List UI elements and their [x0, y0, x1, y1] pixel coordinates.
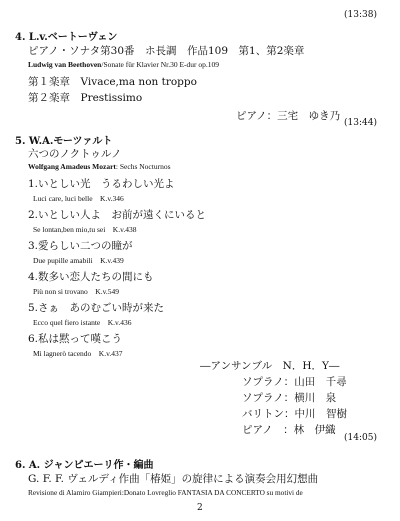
- ensemble-name: ―アンサンブル N．H．Y―: [200, 360, 340, 372]
- page-number: 2: [197, 503, 203, 513]
- section-5-heading: 5. W.A.モーツァルト: [15, 136, 113, 147]
- performer-line: [242, 374, 347, 389]
- list-item-subtitle: Se lontan,ben mio,tu sei K.v.438: [33, 225, 137, 234]
- section-4-performer: ピアノ：三宅 ゆき乃: [236, 110, 341, 122]
- list-item-subtitle: Più non si trovano K.v.549: [33, 287, 119, 296]
- performer-line: [242, 390, 336, 405]
- performer-name: 横川 泉: [294, 392, 337, 404]
- list-item: 3.愛らしい二つの瞳が: [28, 240, 133, 252]
- performer-role: ピアノ ：: [242, 424, 294, 436]
- list-item: 5.さぁ あのむごい時が来た: [28, 302, 165, 314]
- section-6-line-2: Revisione di Alamiro Giampieri:Donato Lovreglio FANTASIA DA CONCERTO su motivi de: [28, 488, 303, 497]
- performer-name: 林 伊織: [293, 424, 336, 436]
- section-5-title-en: [28, 162, 171, 171]
- performer-line: [242, 406, 347, 421]
- performer-name: 中川 智樹: [294, 408, 347, 420]
- list-item: 6.私は黙って嘆こう: [28, 333, 123, 345]
- section-5-title-jp: 六つのノクトゥルノ: [28, 148, 122, 160]
- section-6-heading: 6. A. ジャンピエーリ作・編曲: [15, 460, 154, 471]
- duration-label: (14:05): [344, 433, 377, 443]
- list-item-subtitle: Mi lagnerò tacendo K.v.437: [33, 349, 123, 358]
- section-4-heading: 4. L.v.ベートーヴェン: [15, 32, 118, 43]
- performer-name: 山田 千尋: [294, 376, 347, 388]
- duration-label: (13:38): [344, 10, 377, 20]
- section-4-movement-1: 第１楽章 Vivace,ma non troppo: [28, 76, 197, 88]
- section-4-title-jp: ピアノ・ソナタ第30番 ホ長調 作品109 第1、第2楽章: [28, 45, 305, 57]
- list-item: 4.数多い恋人たちの間にも: [28, 271, 154, 283]
- duration-label: (13:44): [344, 118, 377, 128]
- section-6-line-1: G. F. F. ヴェルディ作曲「椿姫」の旋律による演奏会用幻想曲: [28, 473, 319, 485]
- performer-line: [242, 422, 336, 437]
- section-4-composer-en: Ludwig van Beethoven: [28, 60, 102, 69]
- section-5-work-en: : Sechs Nocturnos: [115, 162, 171, 171]
- performer-role: ソプラノ：: [242, 392, 295, 404]
- performer-role: バリトン：: [242, 408, 295, 420]
- performer-role: ソプラノ：: [242, 376, 295, 388]
- list-item-subtitle: Luci care, luci belle K.v.346: [33, 194, 124, 203]
- list-item: 1.いとしい光 うるわしい光よ: [28, 178, 175, 190]
- list-item-subtitle: Due pupille amabili K.v.439: [33, 256, 124, 265]
- list-item-subtitle: Ecco quel fiero istante K.v.436: [33, 318, 132, 327]
- section-5-composer-en: Wolfgang Amadeus Mozart: [28, 162, 116, 171]
- section-4-movement-2: 第２楽章 Prestissimo: [28, 92, 143, 104]
- section-4-work-en: /Sonate für Klavier Nr.30 E-dur op.109: [101, 60, 220, 69]
- section-4-title-en: [28, 60, 219, 69]
- list-item: 2.いとしい人よ お前が遠くにいると: [28, 209, 207, 221]
